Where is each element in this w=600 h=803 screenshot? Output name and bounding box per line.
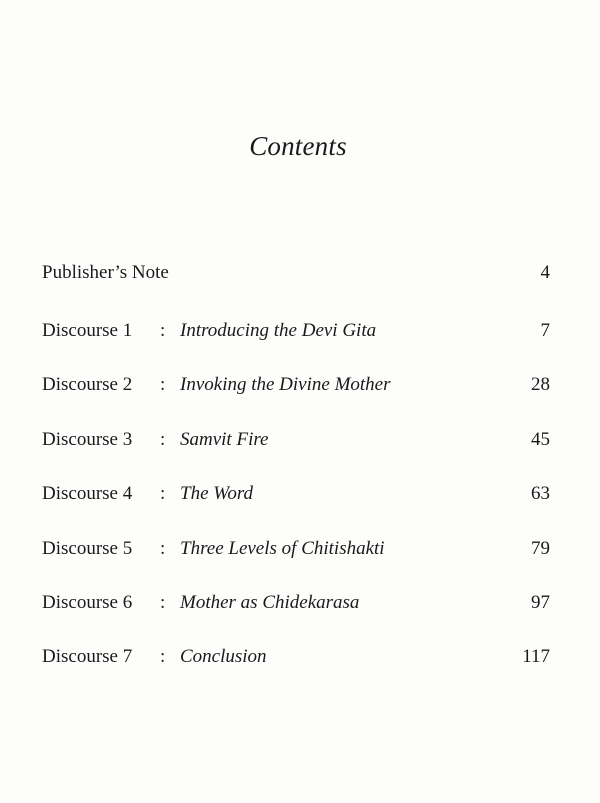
toc-page-number: 4 [540,262,550,283]
toc-separator: : [160,483,166,504]
toc-page-number: 28 [531,374,550,395]
toc-separator: : [160,646,166,667]
toc-separator: : [160,592,166,613]
toc-separator: : [160,374,166,395]
toc-title: Mother as Chidekarasa [180,592,360,613]
toc-page-number: 97 [531,592,550,613]
toc-page-number: 45 [531,429,550,450]
page-title: Contents [249,131,347,161]
toc-row-discourse-2 [42,371,550,399]
toc-page-number: 79 [531,538,550,559]
toc-title: Conclusion [180,646,267,667]
toc-page-number: 63 [531,483,550,504]
toc-separator: : [160,429,166,450]
toc-title: Samvit Fire [180,429,269,450]
toc-separator: : [160,538,166,559]
toc-title: Three Levels of Chitishakti [180,538,385,559]
toc-label: Discourse 2 [42,374,133,395]
toc-title: Invoking the Divine Mother [180,374,391,395]
toc-label: Discourse 4 [42,483,133,504]
toc-row-discourse-6 [42,589,550,617]
toc-row-discourse-3 [42,426,550,454]
toc-label: Discourse 7 [42,646,133,667]
toc-page-number: 7 [540,320,550,341]
toc-row-discourse-4 [42,480,550,508]
toc-page-number: 117 [522,646,550,667]
toc-label: Discourse 1 [42,320,133,341]
toc-row-discourse-1 [42,317,550,345]
toc-row-publishers-note [42,259,550,287]
toc-label: Discourse 3 [42,429,133,450]
toc-separator: : [160,320,166,341]
toc-title: Introducing the Devi Gita [180,320,377,341]
toc-title: The Word [180,483,254,504]
toc-row-discourse-7 [42,643,550,671]
toc-label: Discourse 6 [42,592,133,613]
toc-row-discourse-5 [42,535,550,563]
toc-label: Discourse 5 [42,538,133,559]
toc-label: Publisher’s Note [42,262,169,283]
